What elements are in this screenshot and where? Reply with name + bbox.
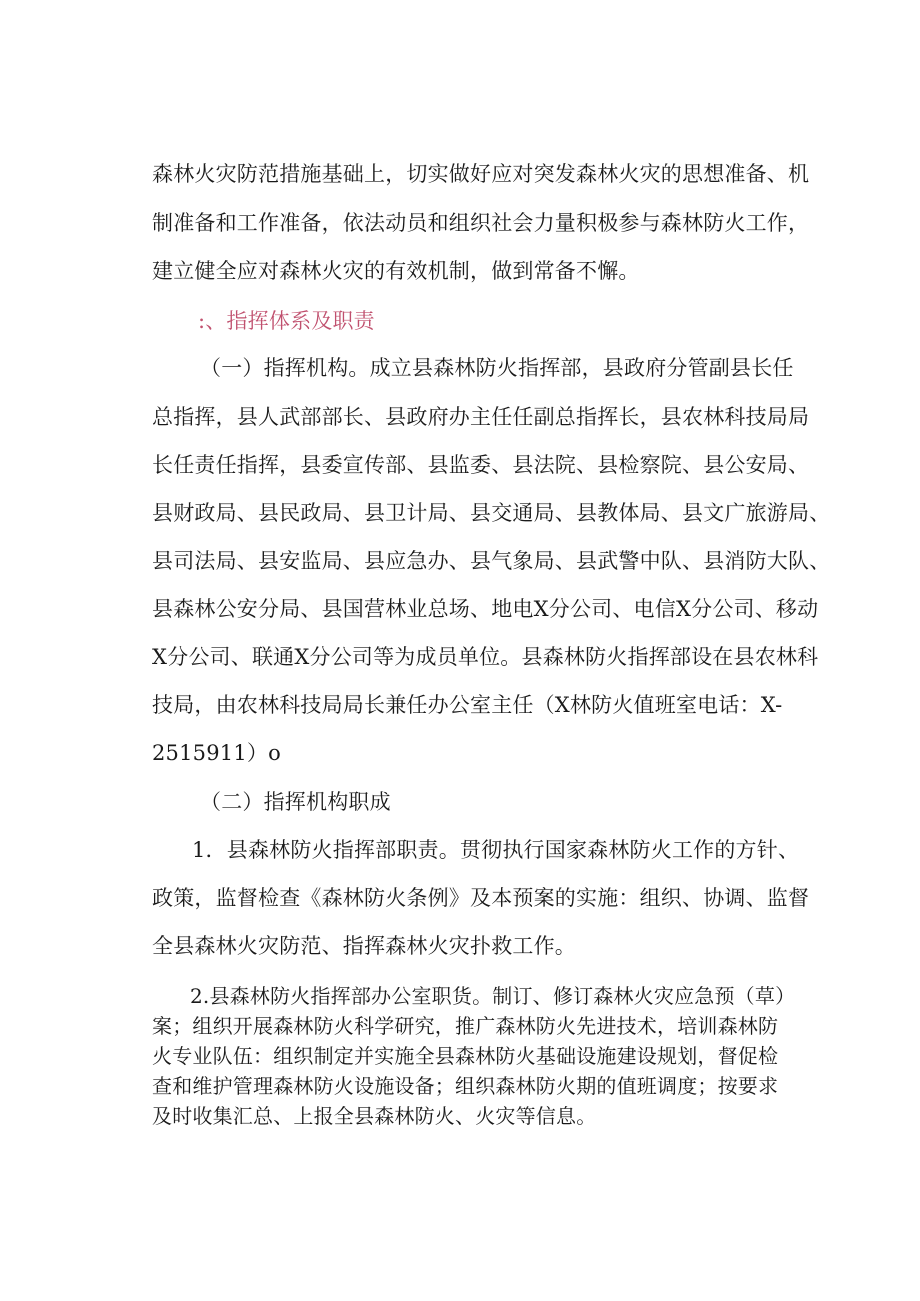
text-line: 制准备和工作准备，依法动员和组织社会力量积极参与森林防火工作， [152, 211, 810, 235]
text-line: 长任责任指挥，县委宣传部、县监委、县法院、县检察院、县公安局、 [152, 453, 810, 477]
text-line: 2515911）o [152, 741, 281, 765]
text-line: 火专业队伍：组织制定并实施全县森林防火基础设施建设规划，督促检 [152, 1044, 779, 1068]
text-line: 总指挥，县人武部部长、县政府办主任任副总指挥长，县农林科技局局 [152, 405, 810, 429]
text-line: 政策，监督检查《森林防火条例》及本预案的实施：组织、协调、监督 [152, 886, 810, 910]
text-line: 1．县森林防火指挥部职责。贯彻执行国家森林防火工作的方针、 [192, 838, 800, 862]
text-line: （一）指挥机构。成立县森林防火指挥部，县政府分管副县长任 [200, 356, 794, 380]
heading-text: :、指挥体系及职责 [198, 309, 375, 333]
text-line: 2.县森林防火指挥部办公室职货。制订、修订森林火灾应急预（草） [190, 984, 796, 1008]
text-line: 查和维护管理森林防火设施设备；组织森林防火期的值班调度；按要求 [152, 1074, 779, 1098]
text-line: 县财政局、县民政局、县卫计局、县交通局、县教体局、县文广旅游局、 [152, 501, 831, 525]
text-line: 县森林公安分局、县国营林业总场、地电X分公司、电信X分公司、移动 [152, 597, 819, 621]
text-line: 建立健全应对森林火灾的有效机制，做到常备不懈。 [152, 259, 640, 283]
subsection-heading-text: （二）指挥机构职成 [200, 790, 391, 814]
text-line: 县司法局、县安监局、县应急办、县气象局、县武警中队、县消防大队、 [152, 549, 831, 573]
text-line: 技局，由农林科技局局长兼任办公室主任（X林防火值班室电话：X- [152, 693, 783, 717]
text-line: 森林火灾防范措施基础上，切实做好应对突发森林火灾的思想准备、机 [152, 162, 810, 186]
text-line: 及时收集汇总、上报全县森林防火、火灾等信息。 [152, 1104, 597, 1128]
text-line: 案；组织开展森林防火科学研究，推广森林防火先进技术，培训森林防 [152, 1014, 779, 1038]
text-line: 全县森林火灾防范、指挥森林火灾扑救工作。 [152, 934, 576, 958]
text-line: X分公司、联通X分公司等为成员单位。县森林防火指挥部设在县农林科 [152, 645, 819, 669]
